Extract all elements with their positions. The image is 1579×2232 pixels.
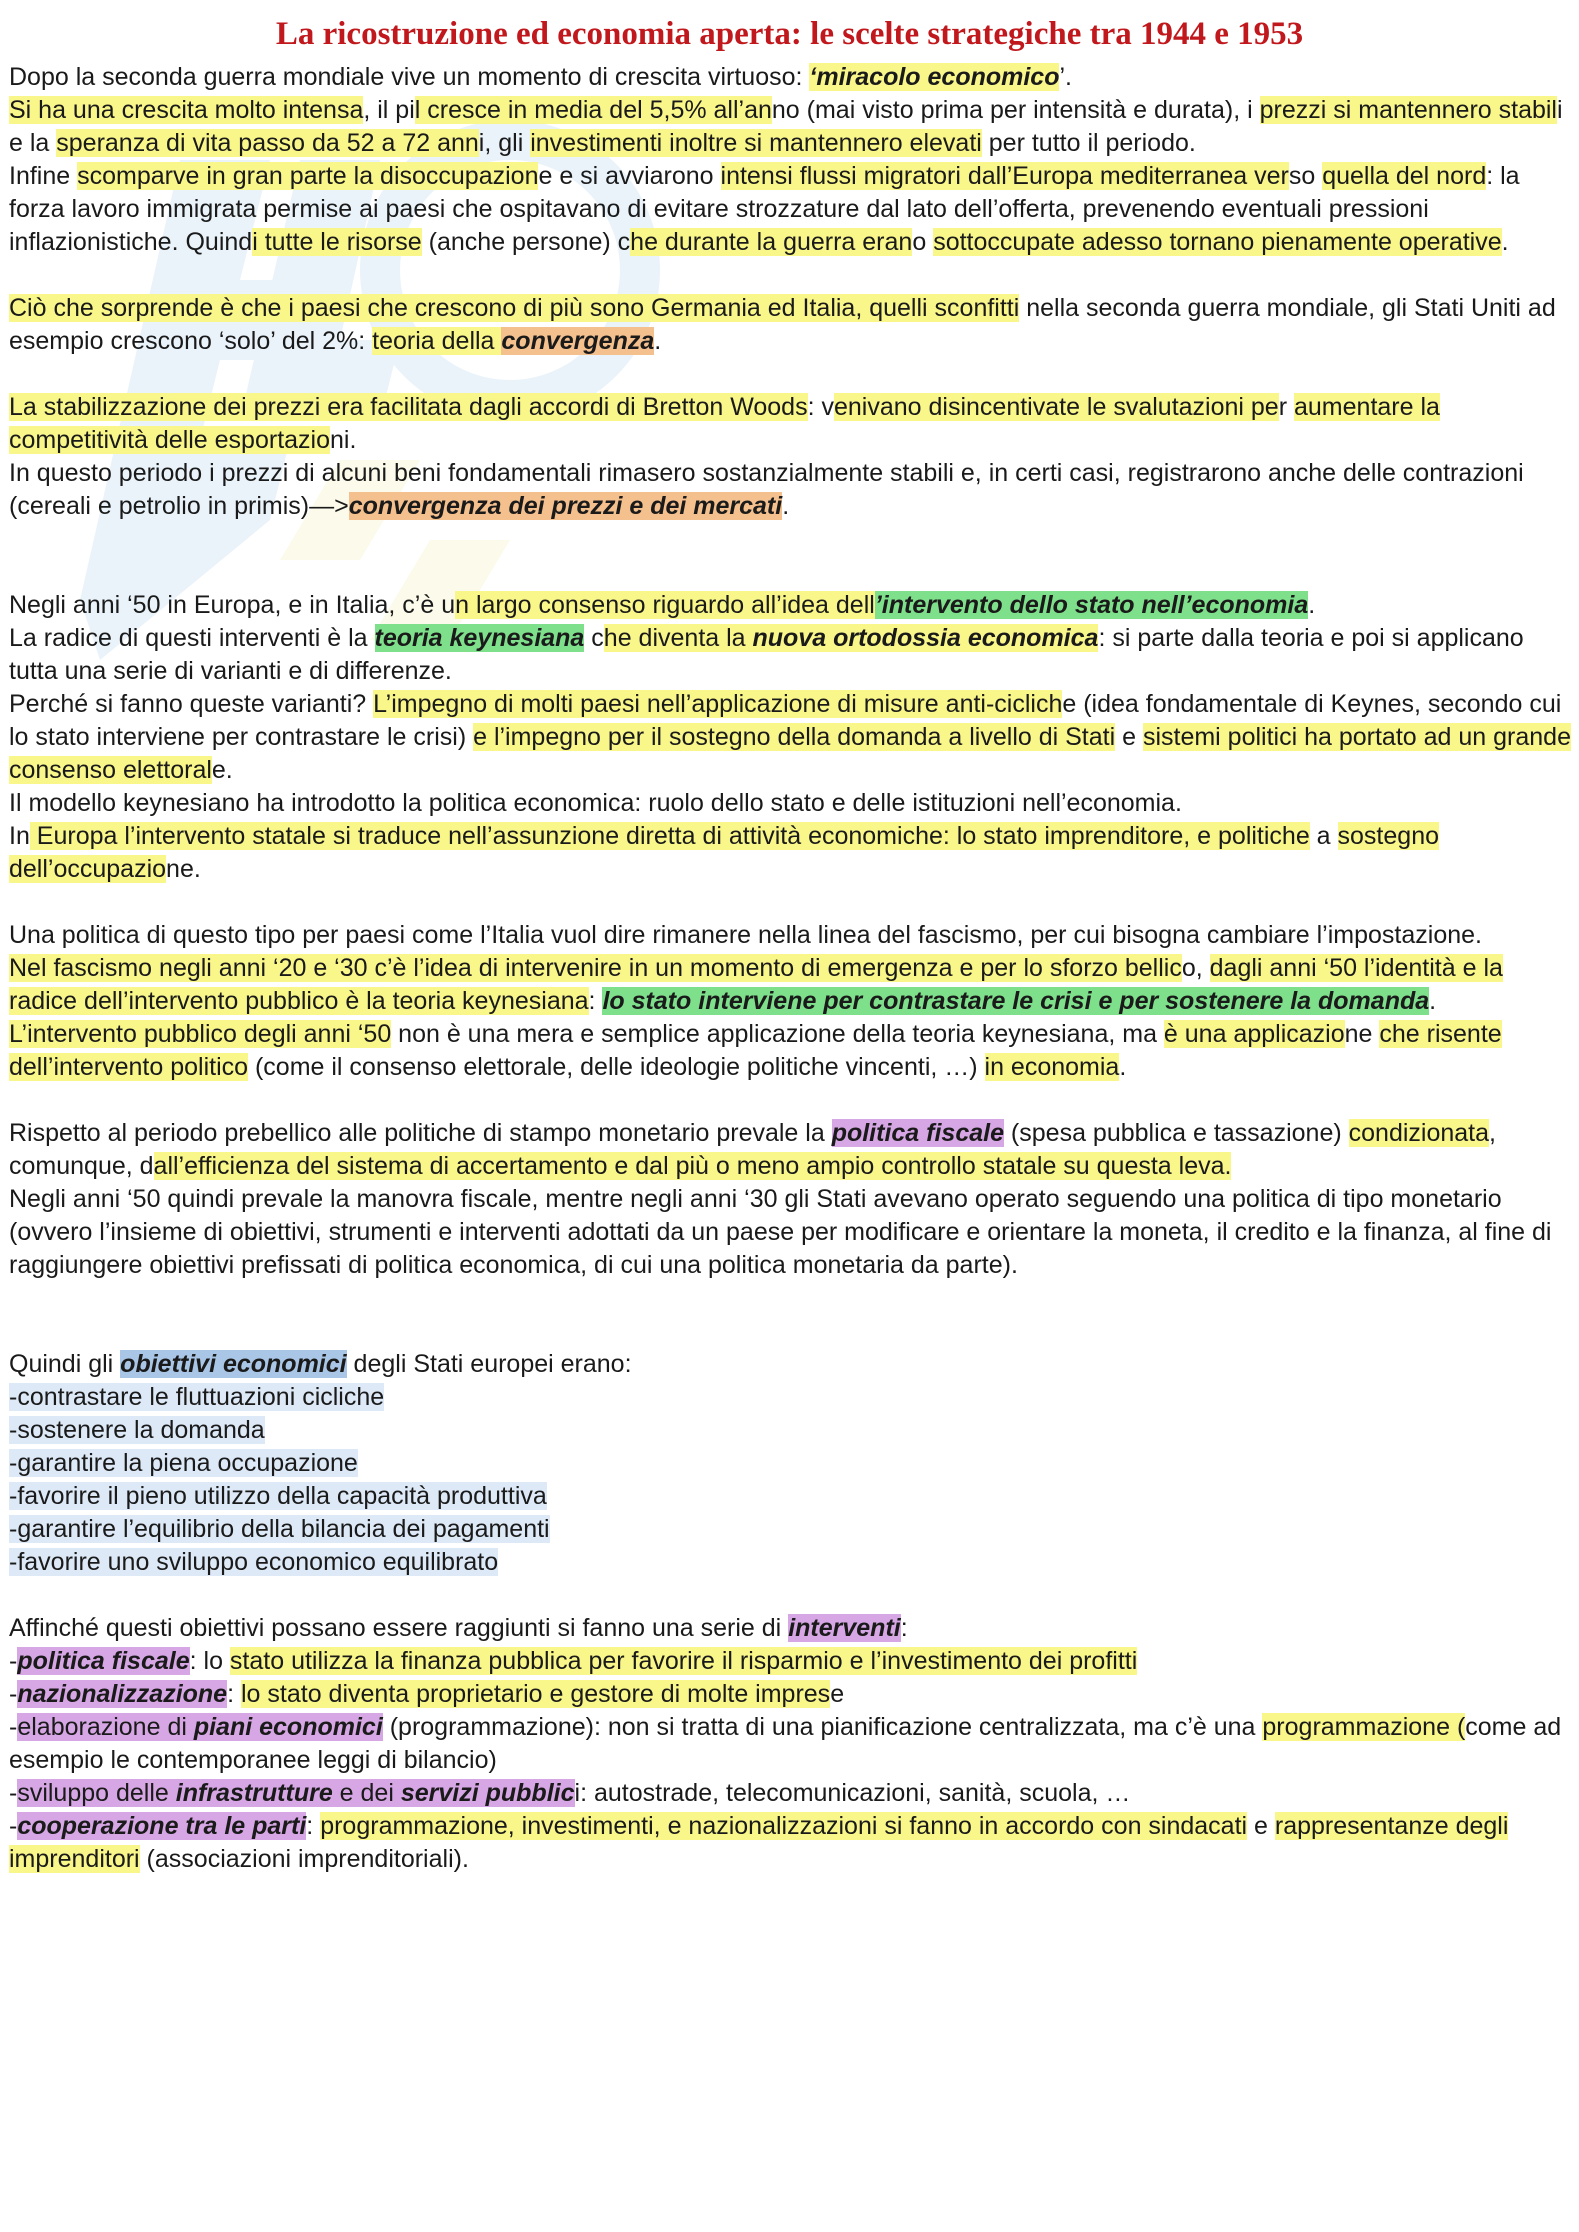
highlight-span: i tutte le risorse bbox=[252, 228, 422, 256]
text-span: . bbox=[1429, 987, 1437, 1015]
text-span: : si parte dalla teoria e poi si applicano tutta una serie di varianti e di differenze. bbox=[9, 624, 1524, 685]
highlight-span: Si ha una crescita molto intensa bbox=[9, 96, 364, 124]
paragraph-gap bbox=[9, 1282, 1574, 1348]
highlight-span: investimenti inoltre si mantennero elevati bbox=[530, 129, 982, 157]
text-span: (come il consenso elettorale, delle ideologie politiche vincenti, …) bbox=[248, 1053, 985, 1081]
paragraph-gap bbox=[9, 259, 1574, 292]
text-span: Infine bbox=[9, 162, 78, 190]
text-span: a bbox=[1309, 822, 1338, 850]
highlight-span: lo stato diventa proprietario e gestore di molte impres bbox=[241, 1680, 831, 1708]
highlight-span: scomparve in gran parte la disoccupazion bbox=[77, 162, 539, 190]
text-span: : v bbox=[807, 393, 834, 421]
text-span: : la forza lavoro immigrata permise ai paesi che ospitavano di evitare strozzature dal lato dell’offerta, prevenendo eventuali pressioni inflazionistiche. Quind bbox=[9, 162, 1520, 256]
objective-text: -sostenere la domanda bbox=[9, 1416, 265, 1444]
highlight-interventi: interventi bbox=[788, 1614, 901, 1642]
text-span: , comunque, d bbox=[9, 1119, 1496, 1180]
text-span: e. bbox=[211, 756, 233, 784]
paragraph-fascismo bbox=[9, 952, 1574, 1018]
text-span: - bbox=[9, 1680, 18, 1708]
highlight-teoria-keynesiana: teoria keynesiana bbox=[374, 624, 585, 652]
objective-item bbox=[9, 1447, 1574, 1480]
highlight-span: sistemi politici ha portato ad un grande consenso elettoral bbox=[9, 723, 1571, 784]
text-span: : bbox=[588, 987, 603, 1015]
text-span: r bbox=[1278, 393, 1294, 421]
text-span: (programmazione): non si tratta di una pianificazione centralizzata, ma c’è una bbox=[382, 1713, 1263, 1741]
text-span: ne. bbox=[166, 855, 201, 883]
highlight-span: all’efficienza del sistema di accertamento e dal più o meno ampio controllo statale su questa leva. bbox=[153, 1152, 1232, 1180]
objective-text: -contrastare le fluttuazioni cicliche bbox=[9, 1383, 385, 1411]
objective-item bbox=[9, 1381, 1574, 1414]
intervention-item-nazionalizzazione bbox=[9, 1678, 1574, 1711]
highlight-span: che risente dell’intervento politico bbox=[9, 1020, 1502, 1081]
paragraph-disoccupazione bbox=[9, 160, 1574, 259]
text-span: Una politica di questo tipo per paesi come l’Italia vuol dire rimanere nella linea del fascismo, per cui bisogna cambiare l’impostazione. bbox=[9, 921, 1482, 949]
objective-text: -garantire l’equilibrio della bilancia dei pagamenti bbox=[9, 1515, 550, 1543]
text-span: (anche persone) c bbox=[421, 228, 631, 256]
highlight-piani-economici: piani economici bbox=[193, 1713, 383, 1741]
text-span: : bbox=[900, 1614, 908, 1642]
text-span: - bbox=[9, 1713, 18, 1741]
text-span: Affinché questi obiettivi possano essere raggiunti si fanno una serie di bbox=[9, 1614, 789, 1642]
text-span: , il pi bbox=[363, 96, 415, 124]
highlight-span: prezzi si mantennero stabil bbox=[1259, 96, 1557, 124]
intervention-item-cooperazione bbox=[9, 1810, 1574, 1876]
highlight-span: elaborazione di bbox=[17, 1713, 194, 1741]
highlight-span: sviluppo delle bbox=[17, 1779, 176, 1807]
text-span: e e si avviarono bbox=[538, 162, 721, 190]
highlight-span: sottoccupate adesso tornano pienamente operative bbox=[933, 228, 1502, 256]
text-span: nella seconda guerra mondiale, gli Stati Uniti ad esempio crescono ‘solo’ del 2%: bbox=[9, 294, 1556, 355]
text-span: c bbox=[584, 624, 604, 652]
text-span: . bbox=[1308, 591, 1316, 619]
intervention-item-infrastrutture bbox=[9, 1777, 1574, 1810]
text-span: (spesa pubblica e tassazione) bbox=[1003, 1119, 1349, 1147]
highlight-span: teoria della bbox=[372, 327, 502, 355]
text-span: In bbox=[9, 822, 30, 850]
text-span: . bbox=[1119, 1053, 1127, 1081]
text-span: i, gli bbox=[478, 129, 531, 157]
highlight-span: sostegno dell’occupazio bbox=[9, 822, 1439, 883]
highlight-cooperazione: cooperazione tra le parti bbox=[17, 1812, 307, 1840]
text-span: : bbox=[227, 1680, 241, 1708]
intervention-item-piani-economici bbox=[9, 1711, 1574, 1777]
highlight-convergenza-prezzi: convergenza dei prezzi e dei mercati bbox=[348, 492, 783, 520]
text-span: Perché si fanno queste varianti? bbox=[9, 690, 374, 718]
highlight-span: La stabilizzazione dei prezzi era facilitata dagli accordi di Bretton Woods bbox=[9, 393, 808, 421]
highlight-stato-interviene: lo stato interviene per contrastare le crisi e per sostenere la domanda bbox=[602, 987, 1430, 1015]
text-span: Dopo la seconda guerra mondiale vive un momento di crescita virtuoso: bbox=[9, 63, 810, 91]
highlight-servizi-pubblici: servizi pubblic bbox=[400, 1779, 575, 1807]
highlight-span: e l’impegno per il sostegno della domanda a livello di Stati bbox=[473, 723, 1116, 751]
paragraph-gap bbox=[9, 1579, 1574, 1612]
highlight-span: dagli anni ‘50 l’identità e la radice dell’intervento pubblico è la teoria keynesiana bbox=[9, 954, 1503, 1015]
text-span: . bbox=[782, 492, 790, 520]
highlight-politica-fiscale: politica fiscale bbox=[831, 1119, 1004, 1147]
highlight-span: in economia bbox=[984, 1053, 1120, 1081]
text-span: come ad esempio le contemporanee leggi di bilancio) bbox=[9, 1713, 1562, 1774]
text-span: ni. bbox=[330, 426, 357, 454]
text-span: i: autostrade, telecomunicazioni, sanità, scuola, … bbox=[574, 1779, 1131, 1807]
highlight-span: condizionata bbox=[1348, 1119, 1490, 1147]
highlight-span: e dei bbox=[332, 1779, 401, 1807]
page-title: La ricostruzione ed economia aperta: le scelte strategiche tra 1944 e 1953 bbox=[275, 16, 1304, 52]
paragraph-gap bbox=[9, 1084, 1574, 1117]
highlight-convergenza: convergenza bbox=[501, 327, 655, 355]
text-span: - bbox=[9, 1647, 18, 1675]
paragraph-gap bbox=[9, 886, 1574, 919]
paragraph-gap bbox=[9, 523, 1574, 589]
text-span: o bbox=[912, 228, 934, 256]
paragraph-manovra-fiscale bbox=[9, 1183, 1574, 1282]
paragraph-convergenza bbox=[9, 292, 1574, 358]
highlight-miracolo-economico: ‘miracolo economico bbox=[809, 63, 1060, 91]
text-span: . bbox=[654, 327, 662, 355]
text-span: La radice di questi interventi è la bbox=[9, 624, 375, 652]
highlight-span: aumentare la competitività delle esportazio bbox=[9, 393, 1440, 454]
paragraph-varianti bbox=[9, 688, 1574, 787]
paragraph-politica-fiscale bbox=[9, 1117, 1574, 1183]
highlight-span: rappresentanze degli imprenditori bbox=[9, 1812, 1509, 1873]
paragraph-modello-keynesiano bbox=[9, 787, 1574, 820]
text-span: e bbox=[1247, 1812, 1275, 1840]
text-span: Negli anni ‘50 in Europa, e in Italia, c’è u bbox=[9, 591, 456, 619]
highlight-obiettivi-economici: obiettivi economici bbox=[120, 1350, 347, 1378]
paragraph-intervento-pubblico bbox=[9, 1018, 1574, 1084]
interventions-intro bbox=[9, 1612, 1574, 1645]
text-span: ’. bbox=[1059, 63, 1072, 91]
document-body bbox=[9, 61, 1574, 1876]
text-span: o, bbox=[1181, 954, 1210, 982]
text-span: Negli anni ‘50 quindi prevale la manovra fiscale, mentre negli anni ‘30 gli Stati avevano operato seguendo una politica di tipo monetario (ovvero l’insieme di obiettivi, strumenti e interventi adottati da un paese per modificare e orientare la moneta, il credito e la finanza, al fine di raggiungere obiettivi prefissati di politica economica, di cui una politica monetaria da parte). bbox=[9, 1185, 1552, 1279]
highlight-span: n largo consenso riguardo all’idea dell bbox=[455, 591, 875, 619]
objective-item bbox=[9, 1414, 1574, 1447]
text-span: . bbox=[1501, 228, 1509, 256]
objective-text: -favorire uno sviluppo economico equilibrato bbox=[9, 1548, 499, 1576]
text-span: Rispetto al periodo prebellico alle politiche di stampo monetario prevale la bbox=[9, 1119, 832, 1147]
text-span: Quindi gli bbox=[9, 1350, 121, 1378]
highlight-span: quella del nord bbox=[1322, 162, 1487, 190]
text-span: so bbox=[1288, 162, 1323, 190]
highlight-span: Europa l’intervento statale si traduce nell’assunzione diretta di attività economiche: lo stato imprenditore, e politiche bbox=[29, 822, 1310, 850]
objectives-intro bbox=[9, 1348, 1574, 1381]
paragraph-miracolo bbox=[9, 61, 1574, 94]
highlight-span: he durante la guerra eran bbox=[630, 228, 913, 256]
highlight-span: intensi flussi migratori dall’Europa mediterranea ver bbox=[720, 162, 1289, 190]
intervention-item-politica-fiscale bbox=[9, 1645, 1574, 1678]
highlight-politica-fiscale: politica fiscale bbox=[17, 1647, 190, 1675]
text-span: e bbox=[1115, 723, 1143, 751]
text-span: no (mai visto prima per intensità e durata), i bbox=[771, 96, 1260, 124]
text-span: i e la bbox=[9, 96, 1563, 157]
paragraph-prezzi-stabili bbox=[9, 457, 1574, 523]
text-span: degli Stati europei erano: bbox=[346, 1350, 632, 1378]
paragraph-intervento-stato bbox=[9, 589, 1574, 622]
text-span: Il modello keynesiano ha introdotto la politica economica: ruolo dello stato e delle istituzioni nell’economia. bbox=[9, 789, 1182, 817]
highlight-span: è una applicazio bbox=[1163, 1020, 1345, 1048]
highlight-infrastrutture: infrastrutture bbox=[175, 1779, 333, 1807]
text-span: : bbox=[306, 1812, 321, 1840]
highlight-span: Ciò che sorprende è che i paesi che crescono di più sono Germania ed Italia, quelli sconfitti bbox=[9, 294, 1020, 322]
text-span: In questo periodo i prezzi di alcuni beni fondamentali rimasero sostanzialmente stabili e, in certi casi, registrarono anche delle contrazioni (cereali e petrolio in primis)—> bbox=[9, 459, 1524, 520]
paragraph-fascismo-linea bbox=[9, 919, 1574, 952]
highlight-span: Nel fascismo negli anni ‘20 e ‘30 c’è l’idea di intervenire in un momento di emergenza e per lo sforzo bellic bbox=[9, 954, 1182, 982]
text-span: e bbox=[830, 1680, 845, 1708]
text-span: per tutto il periodo. bbox=[981, 129, 1196, 157]
paragraph-stato-imprenditore bbox=[9, 820, 1574, 886]
highlight-nuova-ortodossia: nuova ortodossia economica bbox=[752, 624, 1099, 652]
highlight-span: enivano disincentivate le svalutazioni pe bbox=[833, 393, 1279, 421]
text-span: non è una mera e semplice applicazione della teoria keynesiana, ma bbox=[391, 1020, 1164, 1048]
objective-item bbox=[9, 1513, 1574, 1546]
objective-text: -garantire la piena occupazione bbox=[9, 1449, 358, 1477]
paragraph-bretton-woods bbox=[9, 391, 1574, 457]
text-span: - bbox=[9, 1812, 18, 1840]
paragraph-keynesiana bbox=[9, 622, 1574, 688]
highlight-nazionalizzazione: nazionalizzazione bbox=[17, 1680, 228, 1708]
highlight-span: l cresce in media del 5,5% all’an bbox=[414, 96, 772, 124]
text-span: e (idea fondamentale di Keynes, secondo cui lo stato interviene per contrastare le crisi) bbox=[9, 690, 1562, 751]
highlight-span: programmazione, investimenti, e nazionalizzazioni si fanno in accordo con sindacati bbox=[320, 1812, 1248, 1840]
objective-text: -favorire il pieno utilizzo della capacità produttiva bbox=[9, 1482, 547, 1510]
highlight-span: L’impegno di molti paesi nell’applicazione di misure anti-ciclich bbox=[373, 690, 1063, 718]
objective-item bbox=[9, 1546, 1574, 1579]
highlight-span: programmazione ( bbox=[1262, 1713, 1466, 1741]
objective-item bbox=[9, 1480, 1574, 1513]
paragraph-gap bbox=[9, 358, 1574, 391]
text-span: (associazioni imprenditoriali). bbox=[139, 1845, 469, 1873]
paragraph-crescita bbox=[9, 94, 1574, 160]
highlight-span: L’intervento pubblico degli anni ‘50 bbox=[9, 1020, 392, 1048]
text-span: ne bbox=[1344, 1020, 1380, 1048]
highlight-span: stato utilizza la finanza pubblica per favorire il risparmio e l’investimento dei profitti bbox=[229, 1647, 1138, 1675]
text-span: : lo bbox=[189, 1647, 230, 1675]
highlight-span: speranza di vita passo da 52 a 72 ann bbox=[56, 129, 479, 157]
highlight-span: he diventa la bbox=[603, 624, 753, 652]
text-span: - bbox=[9, 1779, 18, 1807]
highlight-intervento-stato: ’intervento dello stato nell’economia bbox=[874, 591, 1309, 619]
